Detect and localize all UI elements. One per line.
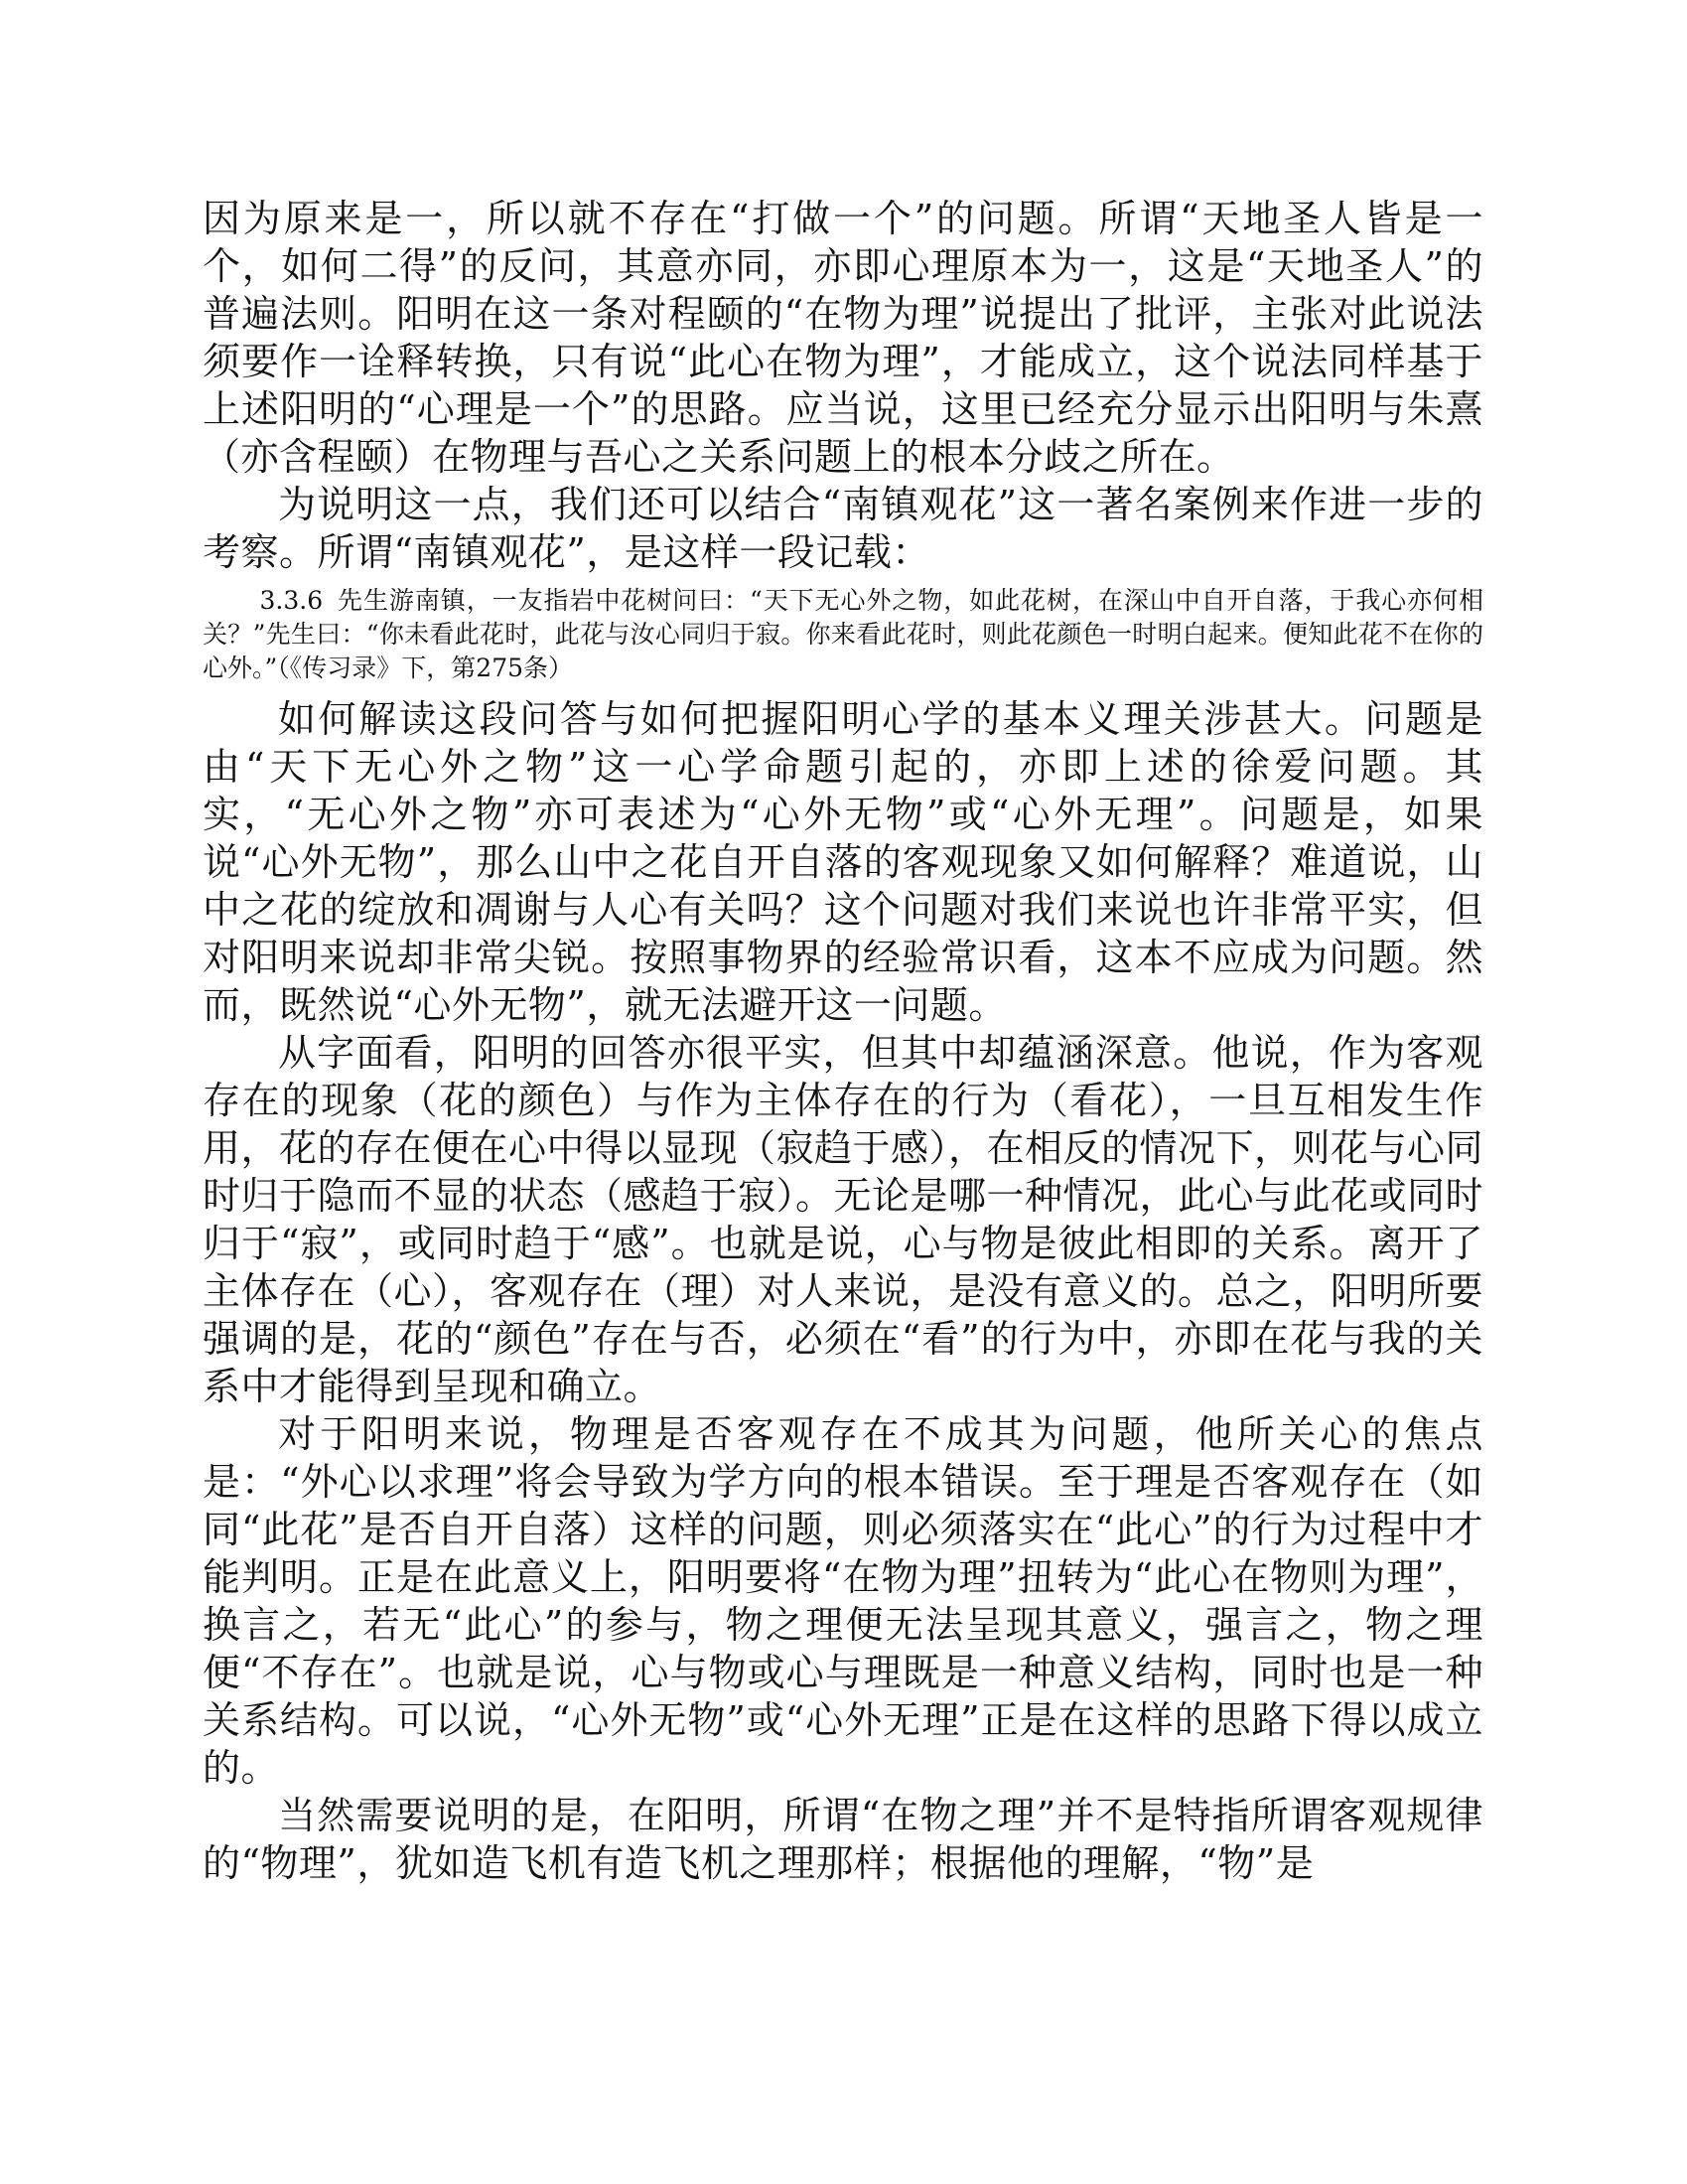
quote-text: 先生游南镇，一友指岩中花树问曰：“天下无心外之物，如此花树，在深山中自开自落，于我心亦何相关？”先生曰：“你未看此花时，此花与汝心同归于寂。你来看此花时，则此花颜色一时明白起来。便知此花不在你的心外。”（《传习录》下，第275条） [203, 586, 1483, 682]
block-quote [203, 584, 1483, 685]
body-paragraph: 当然需要说明的是，在阳明，所谓“在物之理”并不是特指所谓客观规律的“物理”，犹如造飞机有造飞机之理那样；根据他的理解，“物”是 [203, 1794, 1483, 1885]
body-paragraph: 从字面看，阳明的回答亦很平实，但其中却蕴涵深意。他说，作为客观存在的现象（花的颜色）与作为主体存在的行为（看花），一旦互相发生作用，花的存在便在心中得以显现（寂趋于感），在相反的情况下，则花与心同时归于隐而不显的状态（感趋于寂）。无论是哪一种情况，此心与此花或同时归于“寂”，或同时趋于“感”。也就是说，心与物是彼此相即的关系。离开了主体存在（心），客观存在（理）对人来说，是没有意义的。总之，阳明所要强调的是，花的“颜色”存在与否，必须在“看”的行为中，亦即在花与我的关系中才能得到呈现和确立。 [203, 1031, 1484, 1408]
quote-number: 3.3.6 [259, 586, 324, 615]
document-page [203, 195, 1483, 1887]
body-paragraph: 对于阳明来说，物理是否客观存在不成其为问题，他所关心的焦点是：“外心以求理”将会导致为学方向的根本错误。至于理是否客观存在（如同“此花”是否自开自落）这样的问题，则必须落实在“此心”的行为过程中才能判明。正是在此意义上，阳明要将“在物为理”扭转为“此心在物则为理”，换言之，若无“此心”的参与，物之理便无法呈现其意义，强言之，物之理便“不存在”。也就是说，心与物或心与理既是一种意义结构，同时也是一种关系结构。可以说，“心外无物”或“心外无理”正是在这样的思路下得以成立的。 [203, 1412, 1483, 1790]
body-paragraph: 为说明这一点，我们还可以结合“南镇观花”这一著名案例来作进一步的考察。所谓“南镇观花”，是这样一段记载： [203, 483, 1483, 574]
body-paragraph: 因为原来是一，所以就不存在“打做一个”的问题。所谓“天地圣人皆是一个，如何二得”的反问，其意亦同，亦即心理原本为一，这是“天地圣人”的普遍法则。阳明在这一条对程颐的“在物为理”说提出了批评，主张对此说法须要作一诠释转换，只有说“此心在物为理”，才能成立，这个说法同样基于上述阳明的“心理是一个”的思路。应当说，这里已经充分显示出阳明与朱熹（亦含程颐）在物理与吾心之关系问题上的根本分歧之所在。 [203, 197, 1483, 479]
body-paragraph: 如何解读这段问答与如何把握阳明心学的基本义理关涉甚大。问题是由“天下无心外之物”这一心学命题引起的，亦即上述的徐爱问题。其实，“无心外之物”亦可表述为“心外无物”或“心外无理”。问题是，如果说“心外无物”，那么山中之花自开自落的客观现象又如何解释？难道说，山中之花的绽放和凋谢与人心有关吗？这个问题对我们来说也许非常平实，但对阳明来说却非常尖锐。按照事物界的经验常识看，这本不应成为问题。然而，既然说“心外无物”，就无法避开这一问题。 [203, 697, 1483, 1027]
